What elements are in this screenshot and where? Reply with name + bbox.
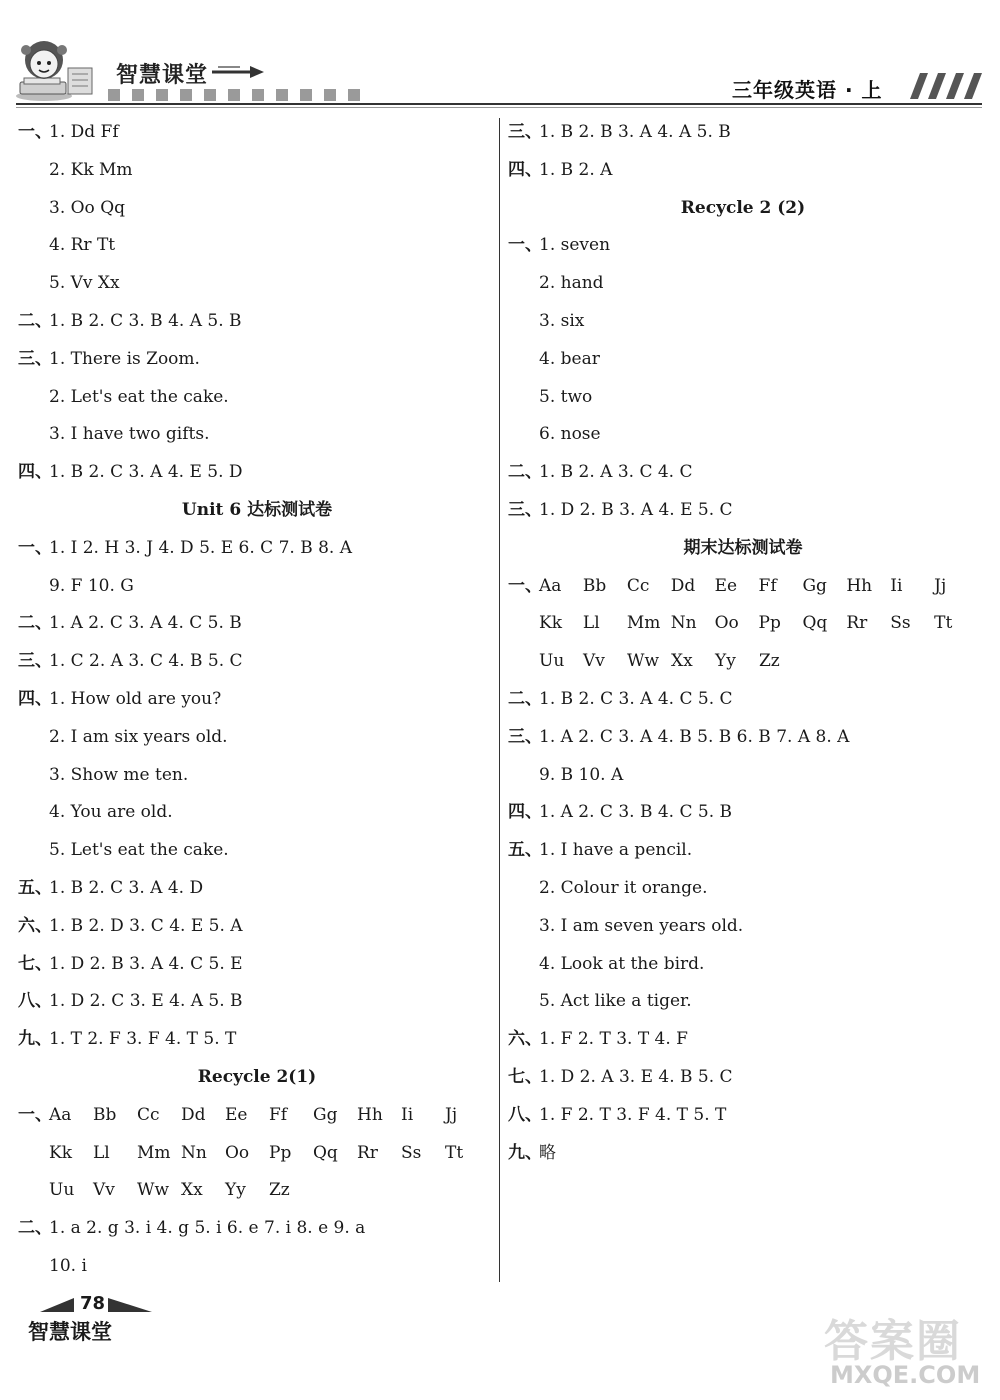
- answer-line: 四、1. A 2. C 3. B 4. C 5. B: [508, 802, 733, 823]
- column-divider: [499, 118, 500, 1282]
- answer-line: 六、1. F 2. T 3. T 4. F: [508, 1029, 688, 1050]
- answer-line: 一、1. I 2. H 3. J 4. D 5. E 6. C 7. B 8. A: [18, 537, 352, 558]
- answer-line: 一、1. seven: [508, 235, 611, 256]
- right-column: [508, 114, 978, 1172]
- answer-line: 4. You are old.: [49, 802, 173, 823]
- subject-label: 三年级英语 · 上: [732, 78, 883, 102]
- letter-row: Kk Ll Mm Nn Oo Pp Qq Rr Ss Tt: [49, 1142, 464, 1163]
- section-title: Unit 6 达标测试卷: [181, 499, 333, 520]
- girl-mascot-icon: [14, 38, 98, 102]
- letter-row: Uu Vv Ww Xx Yy Zz: [49, 1180, 290, 1201]
- answer-line: 三、1. A 2. C 3. A 4. B 5. B 6. B 7. A 8. A: [508, 726, 850, 747]
- answer-line: 3. six: [539, 310, 585, 331]
- answer-line: 九、略: [508, 1142, 556, 1163]
- answer-line: 2. Kk Mm: [49, 159, 133, 180]
- answer-line: 9. B 10. A: [539, 764, 624, 785]
- letter-row: 一、 Aa Bb Cc Dd Ee Ff Gg Hh Ii Jj: [18, 1104, 458, 1125]
- answer-line: 3. Oo Qq: [49, 197, 126, 218]
- answer-line: 七、1. D 2. B 3. A 4. C 5. E: [18, 953, 243, 974]
- footer-brand: 智慧课堂: [28, 1320, 112, 1344]
- answer-line: 三、1. There is Zoom.: [18, 348, 200, 369]
- answer-line: 2. Colour it orange.: [539, 877, 708, 898]
- left-column: [18, 114, 496, 1286]
- page-number: 78: [80, 1293, 106, 1314]
- answer-line: 七、1. D 2. A 3. E 4. B 5. C: [508, 1066, 733, 1087]
- watermark: [824, 1305, 992, 1393]
- answer-line: 10. i: [49, 1255, 87, 1276]
- answer-line: 三、1. B 2. B 3. A 4. A 5. B: [508, 122, 731, 142]
- answer-line: 九、1. T 2. F 3. F 4. T 5. T: [18, 1029, 237, 1050]
- decorative-squares: [108, 89, 360, 101]
- header-brand: 智慧课堂: [116, 63, 209, 88]
- answer-line: 一、1. Dd Ff: [18, 122, 119, 142]
- answer-line: 3. I have two gifts.: [49, 424, 210, 445]
- watermark-logo-text: 答案圈: [824, 1316, 962, 1367]
- stripe-decoration-icon: [902, 73, 982, 99]
- letter-row: Kk Ll Mm Nn Oo Pp Qq Rr Ss Tt: [539, 613, 953, 634]
- answer-line: 2. Let's eat the cake.: [49, 386, 229, 407]
- answer-line: 四、1. B 2. C 3. A 4. E 5. D: [18, 462, 243, 483]
- watermark-url: MXQE.COM: [830, 1361, 981, 1389]
- answer-line: 三、1. D 2. B 3. A 4. E 5. C: [508, 499, 733, 520]
- answer-line: 三、1. C 2. A 3. C 4. B 5. C: [18, 651, 243, 672]
- left-arrow-icon: [40, 1298, 74, 1312]
- letter-row: 一、 Aa Bb Cc Dd Ee Ff Gg Hh Ii Jj: [508, 575, 947, 596]
- answer-line: 5. Vv Xx: [49, 273, 120, 294]
- answer-line: 五、1. B 2. C 3. A 4. D: [18, 877, 204, 898]
- right-arrow-icon: [108, 1298, 152, 1312]
- answer-line: 八、1. D 2. C 3. E 4. A 5. B: [18, 991, 243, 1012]
- answer-line: 6. nose: [539, 424, 601, 445]
- answer-line: 4. Look at the bird.: [539, 953, 705, 974]
- section-title: Recycle 2 (2): [680, 197, 806, 218]
- answer-line: 八、1. F 2. T 3. F 4. T 5. T: [508, 1104, 727, 1125]
- answer-line: 3. Show me ten.: [49, 764, 189, 785]
- answer-line: 四、1. B 2. A: [508, 159, 613, 180]
- answer-line: 5. two: [539, 386, 593, 407]
- answer-line: 六、1. B 2. D 3. C 4. E 5. A: [18, 915, 243, 936]
- answer-line: 二、1. a 2. g 3. i 4. g 5. i 6. e 7. i 8. e 9. a: [18, 1218, 366, 1239]
- answer-line: 二、1. B 2. C 3. A 4. C 5. C: [508, 688, 733, 709]
- header-rule-thin: [16, 107, 982, 108]
- answer-line: 二、1. A 2. C 3. A 4. C 5. B: [18, 613, 242, 634]
- answer-line: 4. bear: [539, 348, 600, 369]
- header-rule: [16, 103, 982, 105]
- answer-line: 5. Let's eat the cake.: [49, 840, 229, 861]
- answer-line: 2. I am six years old.: [49, 726, 228, 747]
- arrow-icon: [212, 64, 264, 80]
- letter-row: Uu Vv Ww Xx Yy Zz: [539, 651, 780, 672]
- answer-line: 3. I am seven years old.: [539, 915, 744, 936]
- answer-line: 4. Rr Tt: [49, 235, 116, 256]
- answer-line: 二、1. B 2. A 3. C 4. C: [508, 462, 693, 483]
- answer-line: 9. F 10. G: [49, 575, 134, 596]
- answer-line: 五、1. I have a pencil.: [508, 840, 693, 861]
- page-header: [0, 0, 1000, 110]
- answer-line: 5. Act like a tiger.: [539, 991, 692, 1012]
- answer-line: 四、1. How old are you?: [18, 688, 222, 709]
- answer-line: 二、1. B 2. C 3. B 4. A 5. B: [18, 310, 242, 331]
- section-title: 期末达标测试卷: [683, 537, 803, 558]
- answer-line: 2. hand: [539, 273, 604, 294]
- section-title: Recycle 2(1): [197, 1066, 317, 1087]
